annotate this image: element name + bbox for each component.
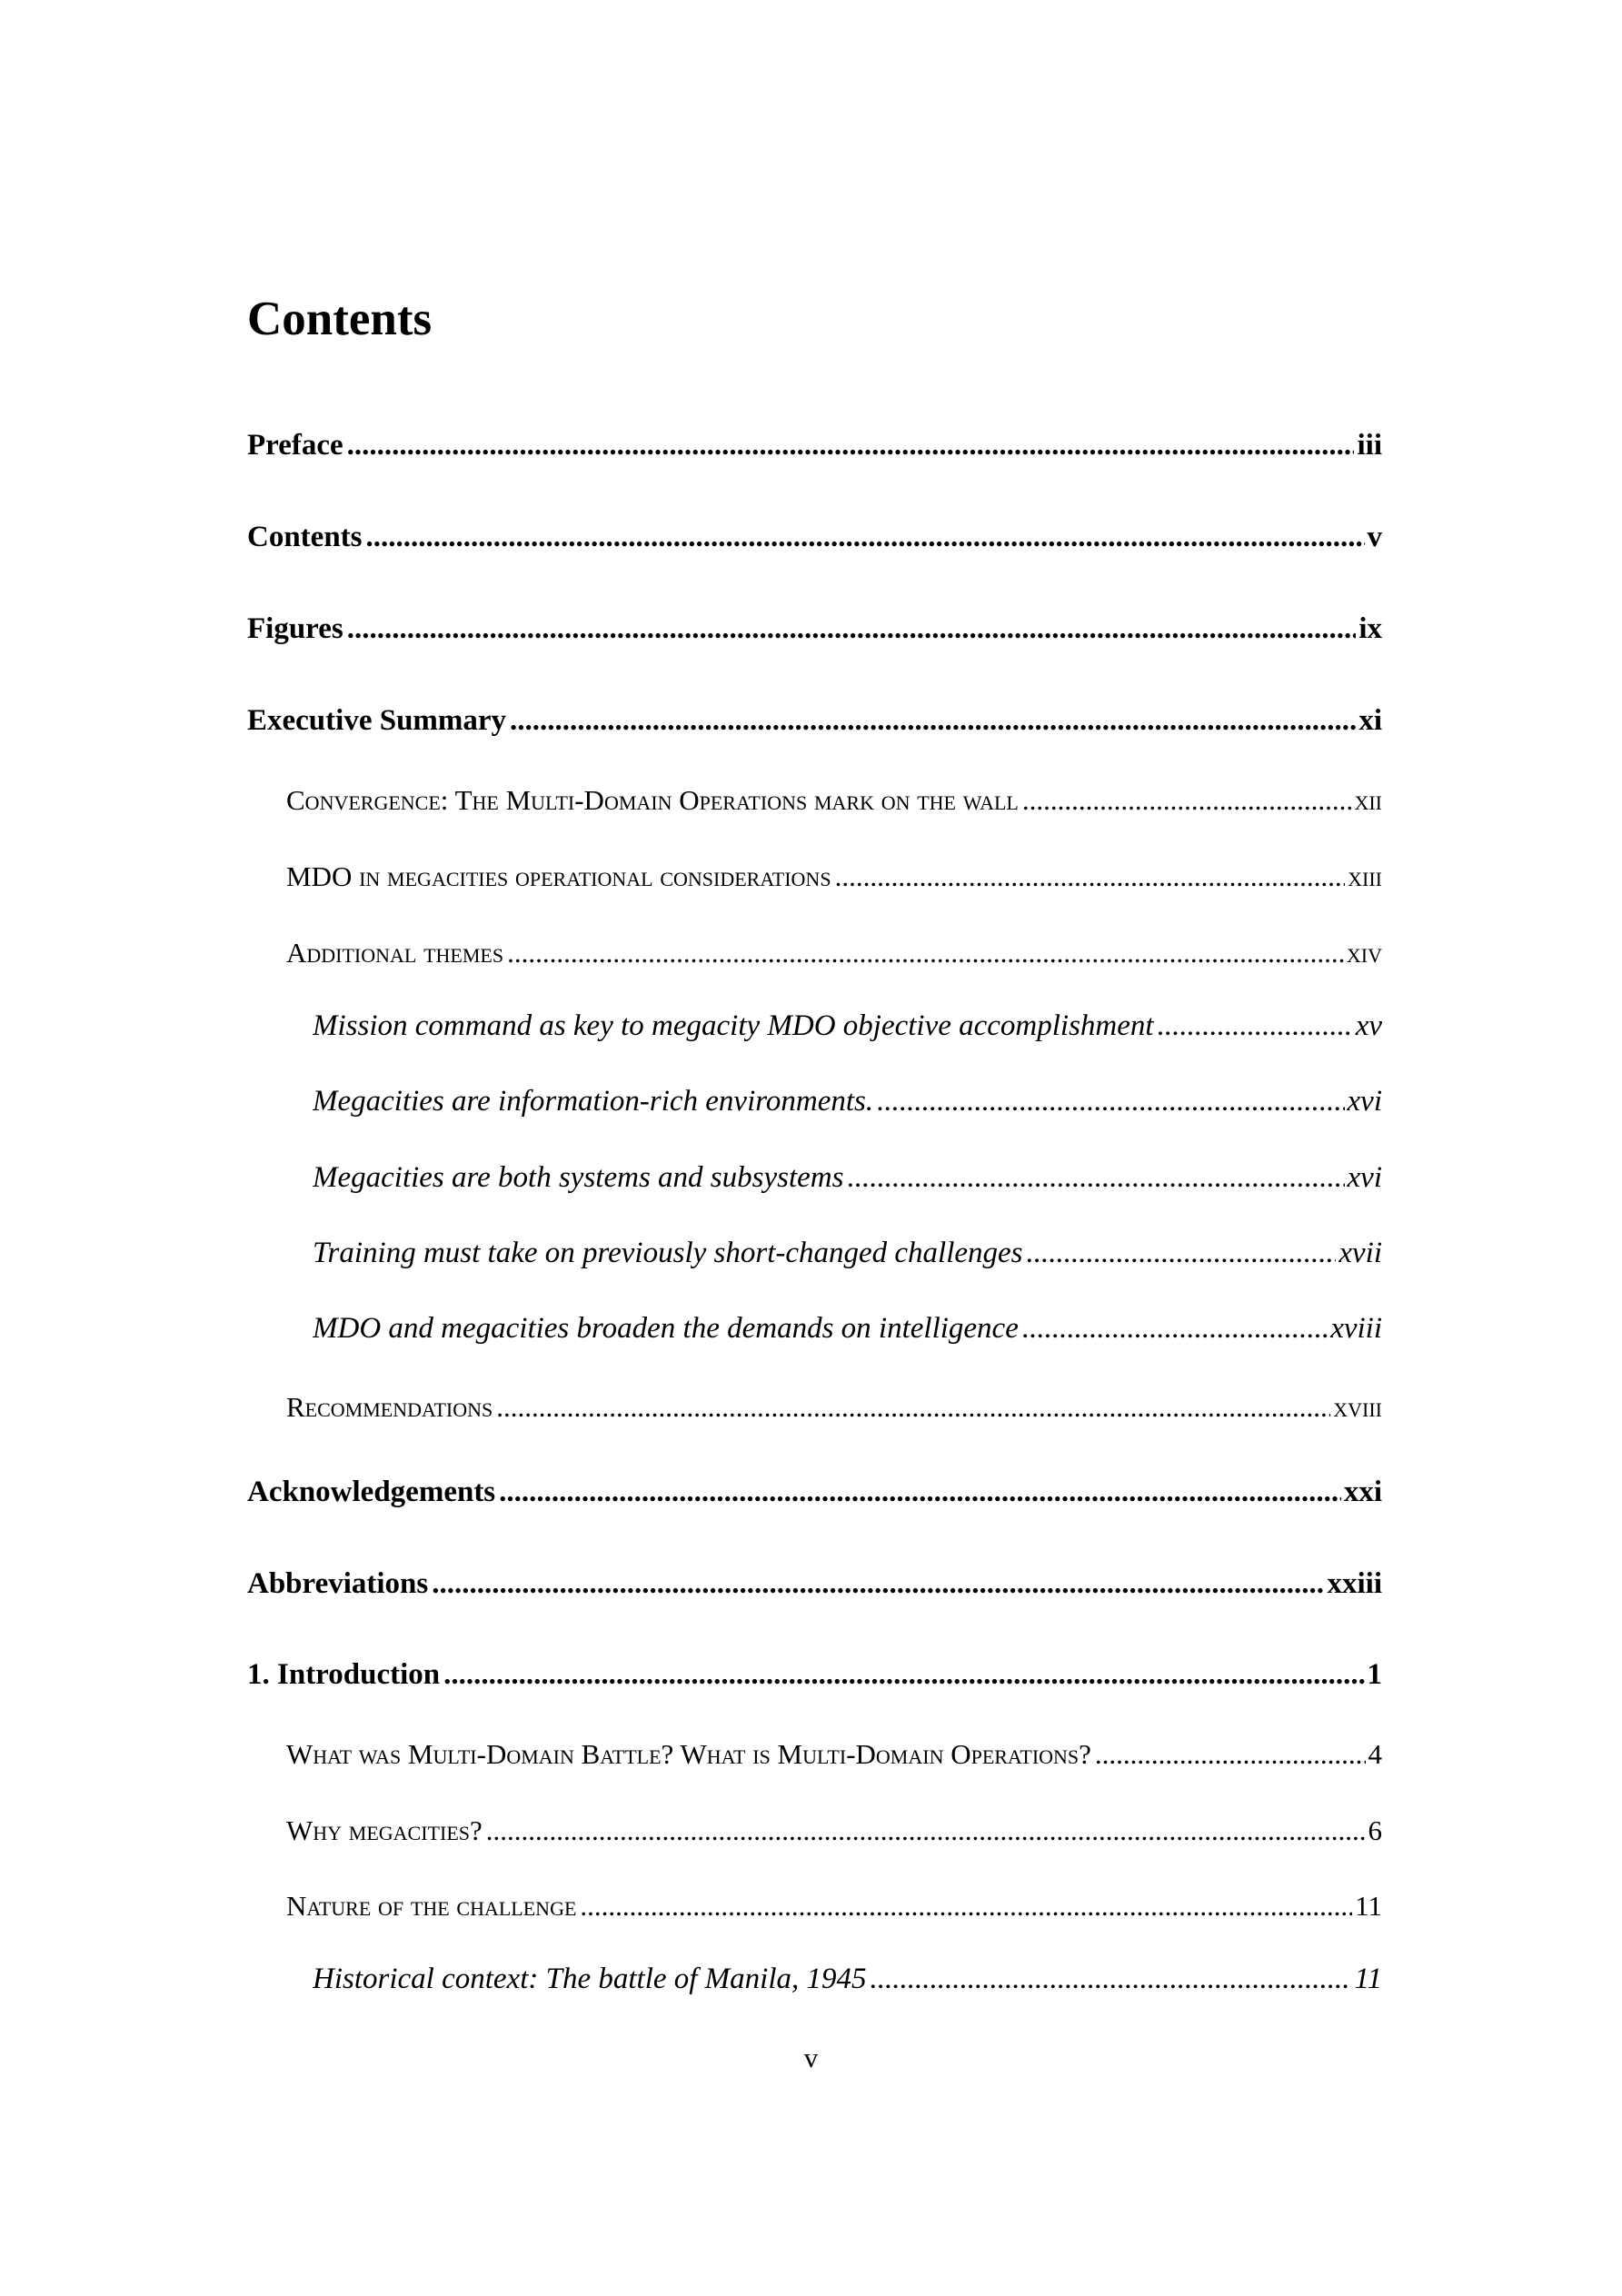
toc-entry-label: Recommendations: [286, 1391, 493, 1423]
toc-entry-page: xviii: [1330, 1312, 1382, 1345]
dot-leader: [507, 937, 1344, 969]
toc-entry-page: v: [1367, 521, 1382, 553]
toc-entry-mission-command[interactable]: [313, 1009, 1382, 1044]
toc-entry-label: Megacities are both systems and subsystems: [313, 1161, 844, 1194]
toc-entry-label: Acknowledgements: [247, 1476, 496, 1508]
toc-entry-page: xvii: [1338, 1237, 1382, 1269]
page-number: v: [803, 2042, 819, 2073]
contents-heading: Contents: [247, 293, 433, 345]
toc-entry-nature-of-challenge[interactable]: [286, 1890, 1382, 1923]
toc-entry-convergence[interactable]: [286, 784, 1382, 817]
toc-entry-contents[interactable]: [247, 521, 1382, 555]
toc-entry-label: Additional themes: [286, 937, 504, 969]
toc-entry-page: 11: [1355, 1890, 1382, 1922]
toc-entry-page: 1: [1367, 1658, 1382, 1691]
toc-entry-label: What was Multi-Domain Battle? What is Multi-Domain Operations?: [286, 1738, 1091, 1770]
toc-entry-recommendations[interactable]: [286, 1391, 1382, 1424]
toc-entry-preface[interactable]: [247, 429, 1382, 463]
toc-entry-label: Preface: [247, 429, 343, 462]
toc-entry-page: xv: [1355, 1009, 1382, 1042]
toc-entry-label: Abbreviations: [247, 1567, 429, 1600]
dot-leader: [1022, 1312, 1328, 1347]
dot-leader: [877, 1085, 1344, 1119]
dot-leader: [580, 1890, 1352, 1923]
dot-leader: [1022, 784, 1352, 817]
toc-entry-label: Historical context: The battle of Manila, 1945: [313, 1963, 867, 1995]
toc-entry-label: Training must take on previously short-changed challenges: [313, 1237, 1023, 1269]
toc-entry-information-rich[interactable]: [313, 1085, 1382, 1119]
toc-entry-label: Executive Summary: [247, 704, 507, 737]
toc-entry-training[interactable]: [313, 1237, 1382, 1271]
dot-leader: [366, 521, 1365, 555]
dot-leader: [496, 1391, 1330, 1424]
dot-leader: [347, 429, 1355, 463]
toc-entry-battle-of-manila[interactable]: [313, 1963, 1382, 1997]
dot-leader: [1027, 1237, 1337, 1271]
toc-entry-page: xiii: [1348, 860, 1382, 892]
toc-entry-acknowledgements[interactable]: [247, 1476, 1382, 1510]
toc-entry-executive-summary[interactable]: [247, 704, 1382, 739]
toc-entry-label: Megacities are information-rich environments.: [313, 1085, 874, 1118]
toc-entry-label: Convergence: The Multi-Domain Operations mark on the wall: [286, 784, 1019, 816]
dot-leader: [847, 1161, 1344, 1196]
toc-entry-label: MDO in megacities operational considerations: [286, 860, 831, 892]
toc-entry-label: Nature of the challenge: [286, 1890, 577, 1922]
toc-entry-abbreviations[interactable]: [247, 1567, 1382, 1602]
toc-entry-page: 6: [1368, 1814, 1382, 1846]
toc-entry-page: xi: [1358, 704, 1382, 737]
toc-entry-systems-subsystems[interactable]: [313, 1161, 1382, 1196]
toc-entry-label: 1. Introduction: [247, 1658, 441, 1691]
dot-leader: [510, 704, 1356, 739]
toc-entry-label: MDO and megacities broaden the demands on intelligence: [313, 1312, 1019, 1345]
toc-entry-why-megacities[interactable]: [286, 1814, 1382, 1847]
toc-entry-page: xiv: [1346, 937, 1382, 969]
dot-leader: [1158, 1009, 1353, 1044]
toc-entry-page: xvi: [1347, 1161, 1382, 1194]
toc-entry-page: xxiii: [1327, 1567, 1382, 1600]
toc-entry-mdo-in-megacities[interactable]: [286, 860, 1382, 893]
dot-leader: [443, 1658, 1364, 1693]
toc-entry-page: xvi: [1347, 1085, 1382, 1118]
toc-entry-page: iii: [1357, 429, 1382, 462]
toc-entry-label: Figures: [247, 612, 343, 645]
toc-entry-page: 11: [1354, 1963, 1382, 1995]
dot-leader: [499, 1476, 1341, 1510]
toc-entry-page: ix: [1358, 612, 1382, 645]
toc-entry-additional-themes[interactable]: [286, 937, 1382, 969]
dot-leader: [1095, 1738, 1366, 1771]
toc-entry-intelligence[interactable]: [313, 1312, 1382, 1347]
toc-entry-introduction[interactable]: [247, 1658, 1382, 1693]
toc-entry-multi-domain-battle[interactable]: [286, 1738, 1382, 1771]
toc-entry-label: Mission command as key to megacity MDO objective accomplishment: [313, 1009, 1154, 1042]
toc-entry-page: xii: [1354, 784, 1382, 816]
dot-leader: [486, 1814, 1366, 1847]
toc-entry-label: Contents: [247, 521, 363, 553]
toc-entry-page: 4: [1368, 1738, 1382, 1770]
toc-entry-page: xxi: [1343, 1476, 1382, 1508]
dot-leader: [432, 1567, 1324, 1602]
dot-leader: [347, 612, 1357, 647]
dot-leader: [871, 1963, 1352, 1997]
toc-entry-page: xviii: [1333, 1391, 1382, 1423]
toc-entry-figures[interactable]: [247, 612, 1382, 647]
dot-leader: [835, 860, 1346, 893]
toc-entry-label: Why megacities?: [286, 1814, 483, 1846]
